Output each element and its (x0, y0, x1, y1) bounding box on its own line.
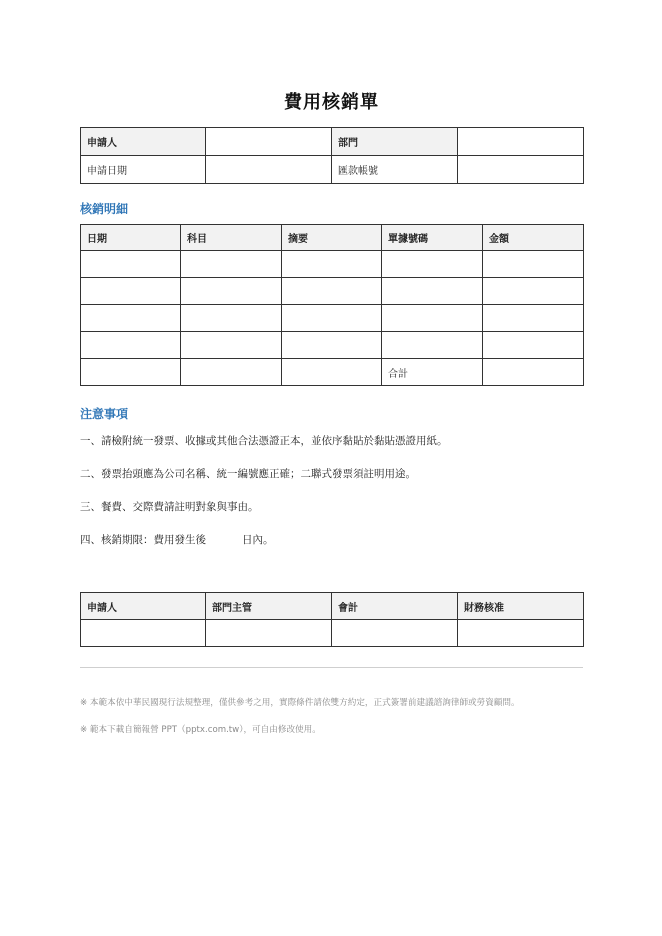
table-row (81, 278, 584, 305)
detail-cell[interactable] (181, 278, 282, 305)
document-title: 費用核銷單 (284, 92, 379, 113)
signature-cell[interactable] (81, 620, 206, 647)
detail-cell[interactable] (382, 278, 483, 305)
applicant-label: 申請人 (81, 128, 206, 156)
signoff-header-supervisor: 部門主管 (206, 593, 332, 620)
signoff-header-row (81, 593, 584, 620)
detail-cell[interactable] (382, 305, 483, 332)
detail-cell[interactable] (282, 305, 382, 332)
detail-cell[interactable] (483, 305, 584, 332)
table-row (81, 156, 584, 184)
detail-cell[interactable] (181, 359, 282, 386)
total-row (81, 359, 584, 386)
column-header-date: 日期 (81, 225, 181, 251)
expense-detail-table (80, 224, 584, 386)
deadline-suffix: 日內。 (242, 534, 274, 546)
detail-cell[interactable] (181, 332, 282, 359)
notice-item-deadline (80, 529, 583, 562)
signoff-header-finance-approval: 財務核准 (458, 593, 584, 620)
detail-cell[interactable] (181, 251, 282, 278)
signoff-row (81, 620, 584, 647)
column-header-amount: 金額 (483, 225, 584, 251)
total-amount-field[interactable] (483, 359, 584, 386)
detail-cell[interactable] (81, 305, 181, 332)
detail-cell[interactable] (81, 278, 181, 305)
notice-item: 三、餐費、交際費請註明對象與事由。 (80, 501, 259, 513)
detail-section-title: 核銷明細 (80, 202, 129, 216)
detail-cell[interactable] (181, 305, 282, 332)
deadline-prefix: 四、核銷期限：費用發生後 (80, 534, 206, 546)
applicant-info-table (80, 127, 584, 184)
column-header-receipt-no: 單據號碼 (382, 225, 483, 251)
detail-cell[interactable] (382, 251, 483, 278)
column-header-summary: 摘要 (282, 225, 382, 251)
detail-cell[interactable] (81, 332, 181, 359)
department-field[interactable] (458, 128, 584, 156)
table-row (81, 251, 584, 278)
table-row (81, 305, 584, 332)
notice-list (80, 430, 583, 562)
footnote-source: ※ 範本下載自簡報營 PPT（pptx.com.tw），可自由修改使用。 (80, 725, 321, 735)
notice-item: 二、發票抬頭應為公司名稱、統一編號應正確；二聯式發票須註明用途。 (80, 468, 416, 480)
signature-cell[interactable] (332, 620, 458, 647)
footnote-disclaimer: ※ 本範本依中華民國現行法規整理，僅供參考之用，實際條件請依雙方約定，正式簽署前建議諮詢律師或勞資顧問。 (80, 698, 520, 708)
remit-account-label: 匯款帳號 (332, 156, 458, 184)
column-header-account: 科目 (181, 225, 282, 251)
detail-cell[interactable] (483, 278, 584, 305)
divider (80, 667, 583, 668)
signoff-header-accounting: 會計 (332, 593, 458, 620)
signoff-table (80, 592, 584, 647)
signature-cell[interactable] (206, 620, 332, 647)
signoff-header-applicant: 申請人 (81, 593, 206, 620)
apply-date-field[interactable] (206, 156, 332, 184)
detail-cell[interactable] (81, 251, 181, 278)
detail-cell[interactable] (282, 359, 382, 386)
notice-section-title: 注意事項 (80, 407, 129, 421)
detail-cell[interactable] (382, 332, 483, 359)
table-row (81, 128, 584, 156)
detail-header-row (81, 225, 584, 251)
total-label: 合計 (382, 359, 483, 386)
detail-cell[interactable] (282, 251, 382, 278)
detail-cell[interactable] (81, 359, 181, 386)
apply-date-label: 申請日期 (81, 156, 206, 184)
detail-cell[interactable] (282, 278, 382, 305)
detail-cell[interactable] (282, 332, 382, 359)
notice-item: 一、請檢附統一發票、收據或其他合法憑證正本，並依序黏貼於黏貼憑證用紙。 (80, 435, 448, 447)
department-label: 部門 (332, 128, 458, 156)
applicant-field[interactable] (206, 128, 332, 156)
remit-account-field[interactable] (458, 156, 584, 184)
detail-cell[interactable] (483, 251, 584, 278)
table-row (81, 332, 584, 359)
signature-cell[interactable] (458, 620, 584, 647)
detail-cell[interactable] (483, 332, 584, 359)
